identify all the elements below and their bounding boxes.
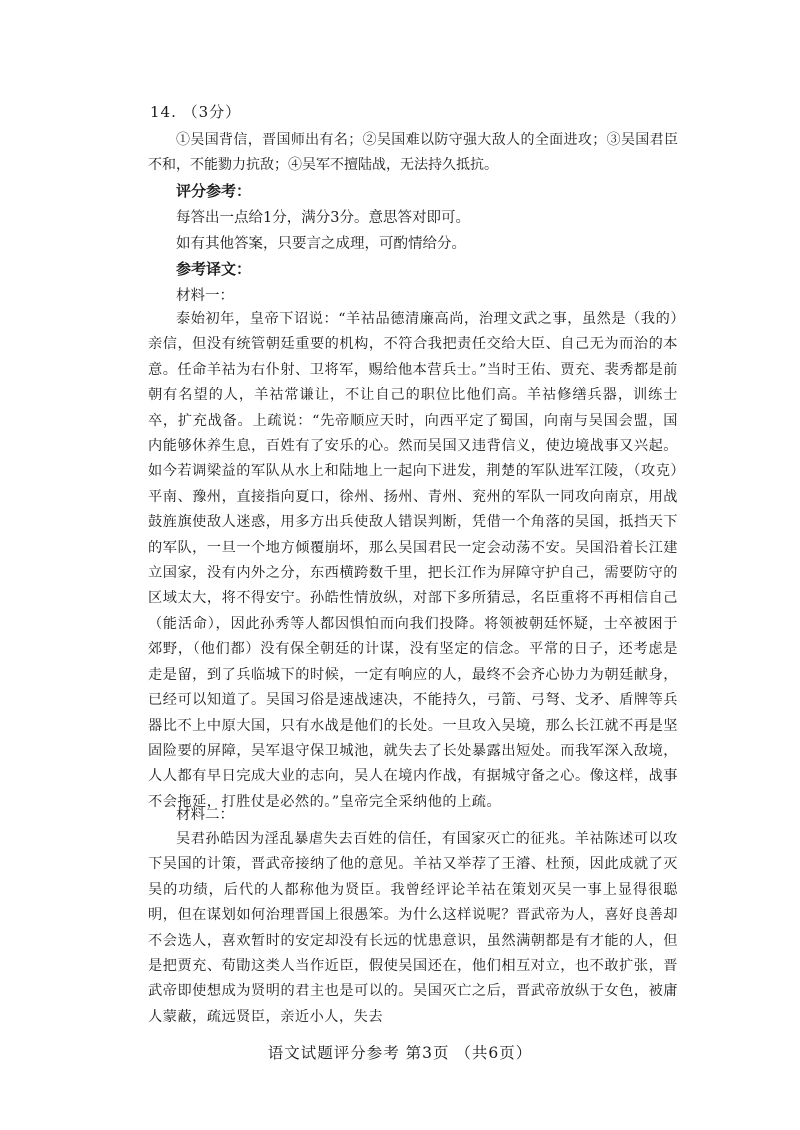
answer-text: ①吴国背信，晋国师出有名；②吴国难以防守强大敌人的全面进攻；③吴国君臣不和，不能勠力抗敌；④吴军不擅陆战，无法持久抵抗。 <box>148 132 678 173</box>
material-2-title: 材料二： <box>176 807 234 823</box>
translation-title: 参考译文： <box>176 260 252 278</box>
question-header: 14. （3分） <box>150 103 242 121</box>
material-1-title: 材料一： <box>176 288 234 304</box>
scoring-line-1: 每答出一点给1分，满分3分。意思答对即可。 <box>176 210 470 226</box>
page-footer: 语文试题评分参考 第3页 （共6页） <box>267 1044 533 1062</box>
scoring-line-2: 如有其他答案，只要言之成理，可酌情给分。 <box>176 236 466 252</box>
material-1-text: 泰始初年，皇帝下诏说：“羊祜品德清廉高尚，治理文武之事，虽然是（我的）亲信，但没有统管朝廷重要的机构，不符合我把责任交给大臣、自己无为而治的本意。任命羊祜为右仆射、卫将军，赐给他本营兵士。”当时王佑、贾充、裴秀都是前朝有名望的人，羊祜常谦让，不让自己的职位比他们高。羊祜修缮兵器，训练士卒，扩充战备。上疏说：“先帝顺应天时，向西平定了蜀国，向南与吴国会盟，国内能够休养生息，百姓有了安乐的心。然而吴国又违背信义，使边境战事又兴起。如今若调梁益的军队从水上和陆地上一起向下进发，荆楚的军队进军江陵，（攻克）平南、豫州，直接指向夏口，徐州、扬州、青州、兖州的军队一同攻向南京，用战鼓旌旗使敌人迷惑，用多方出兵使敌人错误判断，凭借一个角落的吴国，抵挡天下的军队，一旦一个地方倾覆崩坏，那么吴国君民一定会动荡不安。吴国沿着长江建立国家，没有内外之分，东西横跨数千里，把长江作为屏障守护自己，需要防守的区域太大，将不得安宁。孙皓性情放纵，对部下多所猜忌，名臣重将不再相信自己（能活命），因此孙秀等人都因惧怕而向我们投降。将领被朝廷怀疑，士卒被困于郊野，（他们都）没有保全朝廷的计谋，没有坚定的信念。平常的日子，还考虑是走是留，到了兵临城下的时候，一定有响应的人，最终不会齐心协力为朝廷献身，已经可以知道了。吴国习俗是速战速决，不能持久，弓箭、弓弩、戈矛、盾牌等兵器比不上中原大国，只有水战是他们的长处。一旦攻入吴境，那么长江就不再是坚固险要的屏障，吴军退守保卫城池，就失去了长处暴露出短处。而我军深入敌境，人人都有早日完成大业的志向，吴人在境内作战，有据城守备之心。像这样，战事不会拖延，打胜仗是必然的。”皇帝完全采纳他的上疏。 <box>148 311 678 810</box>
scoring-title: 评分参考： <box>176 182 252 200</box>
material-2-text: 吴君孙皓因为淫乱暴虐失去百姓的信任，有国家灭亡的征兆。羊祜陈述可以攻下吴国的计策，晋武帝接纳了他的意见。羊祜又举荐了王濬、杜预，因此成就了灭吴的功绩，后代的人都称他为贤臣。我曾经评论羊祜在策划灭吴一事上显得很聪明，但在谋划如何治理晋国上很愚笨。为什么这样说呢？晋武帝为人，喜好良善却不会选人，喜欢暂时的安定却没有长远的忧患意识，虽然满朝都是有才能的人，但是把贾充、荀勖这类人当作近臣，假使吴国还在，他们相互对立，也不敢扩张，晋武帝即使想成为贤明的君主也是可以的。吴国灭亡之后，晋武帝放纵于女色，被庸人蒙蔽，疏远贤臣，亲近小人，失去 <box>148 831 678 1025</box>
